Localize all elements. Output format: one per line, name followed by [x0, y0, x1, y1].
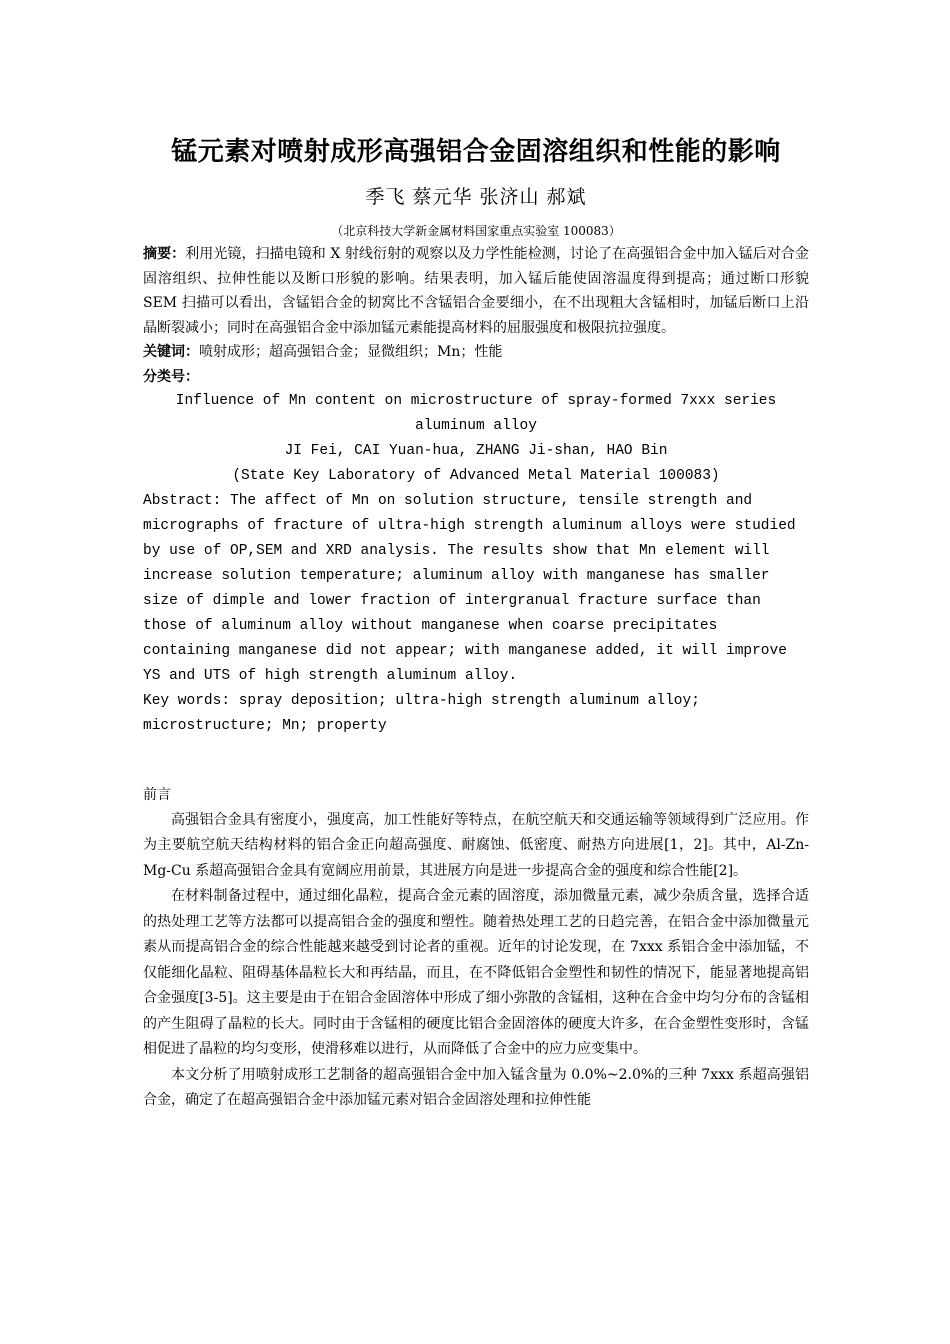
- classification-number: [143, 365, 809, 390]
- intro-heading: 前言: [143, 787, 171, 803]
- abstract-cn-text: 利用光镜，扫描电镜和 X 射线衍射的观察以及力学性能检测，讨论了在高强铝合金中加入锰后对合金固溶组织、拉伸性能以及断口形貌的影响。结果表明，加入锰后能使固溶温度得到提高；通过断口形貌 SEM 扫描可以看出，含锰铝合金的韧窝比不含锰铝合金要细小，在不出现粗大含锰相时，加锰后断口上沿晶断裂减小；同时在高强铝合金中添加锰元素能提高材料的屈服强度和极限抗拉强度。: [143, 246, 809, 336]
- abstract-cn-label: 摘要：: [143, 246, 186, 262]
- authors-en: JI Fei, CAI Yuan-hua, ZHANG Ji-shan, HAO Bin: [284, 443, 668, 459]
- affiliation-cn: （北京科技大学新金属材料国家重点实验室 100083）: [331, 224, 621, 238]
- keywords-cn: [143, 340, 809, 365]
- classification-label: 分类号：: [143, 368, 199, 385]
- abstract-en: Abstract: The affect of Mn on solution structure, tensile strength and micrographs of fracture of ultra-high strength aluminum alloys were studied by use of OP,SEM and XRD analysis. The results show that Mn element will increase solution temperature; aluminum alloy with manganese has smaller size of dimple and lower fraction of intergranual fracture surface than those of aluminum alloy without manganese when coarse precipitates containing manganese did not appear; with manganese added, it will improve YS and UTS of high strength aluminum alloy.: [143, 493, 796, 684]
- abstract-cn: [143, 242, 809, 340]
- paper-title: 锰元素对喷射成形高强铝合金固溶组织和性能的影响: [171, 137, 781, 167]
- paper-page: [143, 130, 809, 1114]
- intro-paragraph: 高强铝合金具有密度小，强度高，加工性能好等特点，在航空航天和交通运输等领域得到广泛应用。作为主要航空航天结构材料的铝合金正向超高强度、耐腐蚀、低密度、耐热方向进展[1，2]。其中，Al-Zn-Mg-Cu 系超高强铝合金具有宽阔应用前景，其进展方向是进一步提高合金的强度和综合性能[2]。: [143, 811, 809, 879]
- intro-paragraph: 在材料制备过程中，通过细化晶粒，提高合金元素的固溶度，添加微量元素，减少杂质含量，选择合适的热处理工艺等方法都可以提高铝合金的强度和塑性。随着热处理工艺的日趋完善，在铝合金中添加微量元素从而提高铝合金的综合性能越来越受到讨论者的重视。近年的讨论发现，在 7xxx 系铝合金中添加锰，不仅能细化晶粒、阻碍基体晶粒长大和再结晶，而且，在不降低铝合金塑性和韧性的情况下，能显著地提高铝合金强度[3-5]。这主要是由于在铝合金固溶体中形成了细小弥散的含锰相，这种在合金中均匀分布的含锰相的产生阻碍了晶粒的长大。同时由于含锰相的硬度比铝合金固溶体的硬度大许多，在合金塑性变形时，含锰相促进了晶粒的均匀变形，使滑移难以进行，从而降低了合金中的应力应变集中。: [143, 888, 809, 1057]
- intro-paragraph: 本文分析了用喷射成形工艺制备的超高强铝合金中加入锰含量为 0.0%~2.0%的三种 7xxx 系超高强铝合金，确定了在超高强铝合金中添加锰元素对铝合金固溶处理和拉伸性能: [143, 1066, 809, 1108]
- affiliation-en: (State Key Laboratory of Advanced Metal Material 100083): [232, 468, 720, 484]
- keywords-cn-label: 关键词：: [143, 344, 199, 360]
- keywords-en: Key words: spray deposition; ultra-high strength aluminum alloy; microstructure; Mn; property: [143, 693, 700, 734]
- keywords-cn-text: 喷射成形；超高强铝合金；显微组织；Mn；性能: [199, 344, 503, 360]
- authors-cn: 季飞 蔡元华 张济山 郝斌: [365, 186, 587, 208]
- title-en: Influence of Mn content on microstructure of spray-formed 7xxx series aluminum alloy: [175, 393, 777, 434]
